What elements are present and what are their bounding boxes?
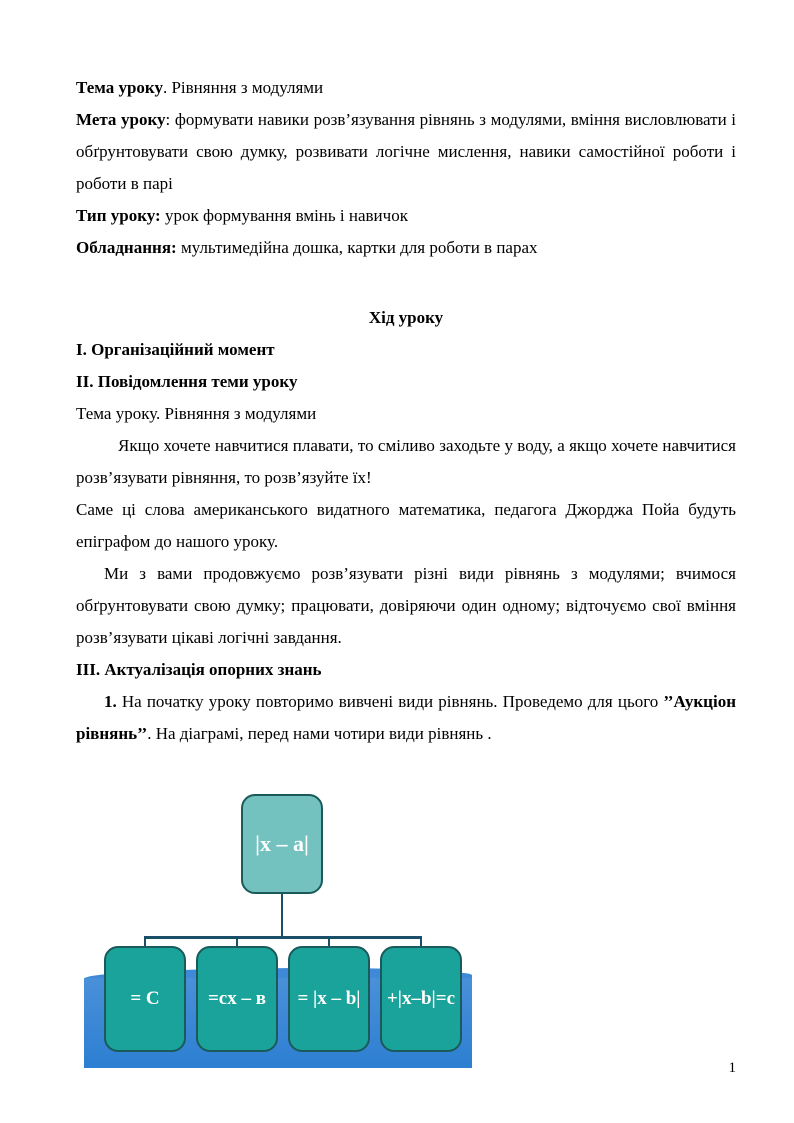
page-number: 1 [728, 1060, 736, 1076]
quote-paragraph: Якщо хочете навчитися плавати, то сміливо заходьте у воду, а якщо хочете навчитися розв’язувати рівняння, то розв’язуйте їх! [76, 436, 736, 487]
connector-4 [420, 936, 422, 946]
topic-line: Тема уроку. Рівняння з модулями [76, 78, 324, 97]
item-1-paragraph: 1. На початку уроку повторимо вивчені види рівнянь. Проведемо для цього ’’Аукціон рівнянь’’. На діаграмі, перед нами чотири види рівнянь . [76, 692, 736, 743]
equation-box-4: +|x–b|=c [380, 946, 462, 1052]
connector-3 [328, 936, 330, 946]
connector-horizontal [144, 936, 420, 939]
connector-1 [144, 936, 146, 946]
topic-repeat: Тема уроку. Рівняння з модулями [76, 404, 317, 423]
goal-paragraph: Мета уроку: формувати навики розв’язування рівнянь з модулями, вміння висловлювати і обґрунтовувати свою думку, розвивати логічне мислення, навики самостійної роботи і роботи в парі [76, 110, 736, 193]
course-title: Хід уроку [368, 308, 444, 327]
section-3: ІІІ. Актуалізація опорних знань [76, 660, 322, 679]
equation-box-2: =cx – в [196, 946, 278, 1052]
equation-box-3: = |x – b| [288, 946, 370, 1052]
connector-vertical [281, 894, 283, 936]
epigraph-paragraph: Саме ці слова американського видатного математика, педагога Джорджа Пойа будуть епіграфом до нашого уроку. [76, 500, 736, 551]
document-body [76, 72, 736, 750]
continue-paragraph: Ми з вами продовжуємо розв’язувати різні види рівнянь з модулями; вчимося обґрунтовувати свою думку; працювати, довіряючи один одному; відточуємо свої вміння розв’язувати цікаві логічні завдання. [76, 564, 736, 647]
top-equation-box: |x – a| [241, 794, 323, 894]
section-2: ІІ. Повідомлення теми уроку [76, 372, 298, 391]
equation-box-1: = C [104, 946, 186, 1052]
equation-diagram [84, 790, 474, 1070]
equipment-line: Обладнання: мультимедійна дошка, картки для роботи в парах [76, 238, 538, 257]
section-1: І. Організаційний момент [76, 340, 275, 359]
connector-2 [236, 936, 238, 946]
type-line: Тип уроку: урок формування вмінь і навичок [76, 206, 408, 225]
